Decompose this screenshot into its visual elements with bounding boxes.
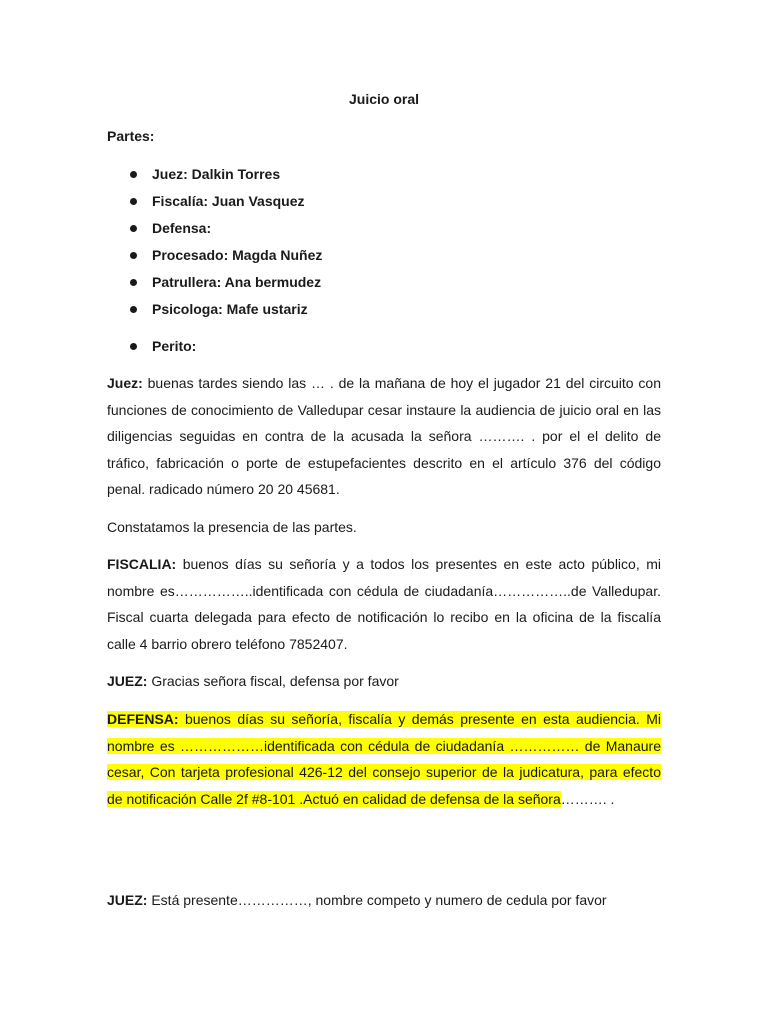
bullet-icon	[130, 306, 137, 313]
list-item: Perito:	[107, 334, 322, 361]
paragraph-text: Constatamos la presencia de las partes.	[107, 519, 357, 535]
bullet-icon	[130, 343, 137, 350]
defense-paragraph	[107, 706, 661, 812]
list-item: Psicologa: Mafe ustariz	[107, 297, 322, 324]
highlighted-text: buenos días su señoría, fiscalía y demás presente en esta audiencia. Mi nombre es ………………identificada con cédula de ciudadanía …………… de Manaure cesar, Con tarjeta profesional 426-12 del consejo superior de la judicatura, para efecto de notificación Calle 2f #8-101 .Actuó en calidad de defensa de la señora	[107, 711, 661, 807]
list-item: Defensa:	[107, 216, 322, 243]
bullet-icon	[130, 225, 137, 232]
list-item: Patrullera: Ana bermudez	[107, 270, 322, 297]
judge-request-paragraph	[107, 668, 661, 695]
parties-list	[107, 162, 322, 361]
document-title: Juicio oral	[348, 91, 420, 107]
list-item: Procesado: Magda Nuñez	[107, 243, 322, 270]
paragraph-text: buenas tardes siendo las … . de la mañana de hoy el jugador 21 del circuito con funciones de conocimiento de Valledupar cesar instaure la audiencia de juicio oral en las diligencias seguidas en contra de la acusada la señora ………. . por el el delito de tráfico, fabricación o porte de estupefacientes descrito en el artículo 376 del código penal. radicado número 20 20 45681.	[107, 375, 661, 497]
bullet-icon	[130, 252, 137, 259]
list-item: Fiscalía: Juan Vasquez	[107, 189, 322, 216]
paragraph-text: ………. .	[560, 790, 615, 807]
speaker-label: FISCALIA:	[107, 556, 177, 572]
prosecution-paragraph	[107, 551, 661, 657]
speaker-label: Juez:	[107, 375, 143, 391]
paragraph-text: buenos días su señoría y a todos los presentes en este acto público, mi nombre es……………..identificada con cédula de ciudadanía……………..de Valledupar. Fiscal cuarta delegada para efecto de notificación lo recibo en la oficina de la fiscalía calle 4 barrio obrero teléfono 7852407.	[107, 556, 661, 652]
bullet-icon	[130, 171, 137, 178]
parties-label: Partes:	[107, 128, 155, 144]
judge-opening-paragraph	[107, 370, 661, 503]
speaker-label: JUEZ:	[107, 673, 148, 689]
list-item: Juez: Dalkin Torres	[107, 162, 322, 189]
judge-question-paragraph	[107, 887, 661, 914]
bullet-icon	[130, 279, 137, 286]
paragraph-text: Está presente……………, nombre competo y numero de cedula por favor	[147, 892, 607, 908]
paragraph-text: Gracias señora fiscal, defensa por favor	[147, 673, 399, 689]
speaker-label: DEFENSA:	[107, 711, 179, 727]
parties-presence-paragraph	[107, 514, 661, 541]
speaker-label: JUEZ:	[107, 892, 148, 908]
bullet-icon	[130, 198, 137, 205]
